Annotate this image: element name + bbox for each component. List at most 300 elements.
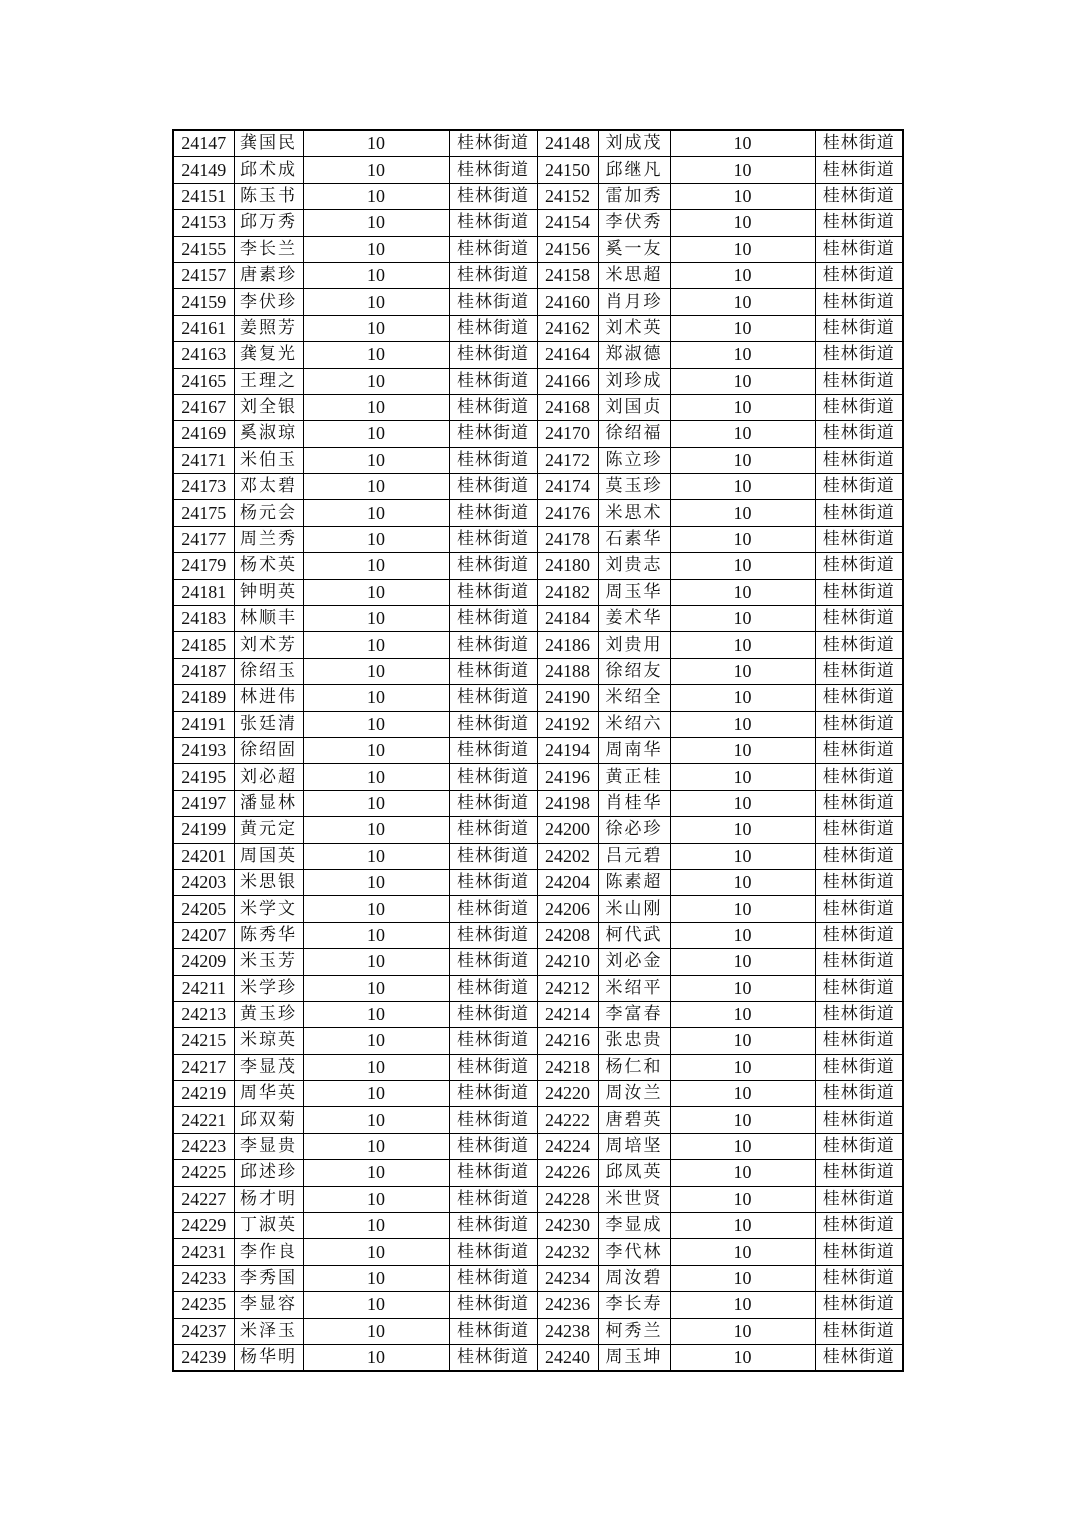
name-cell: 柯代武	[598, 922, 670, 948]
amount-cell: 10	[670, 210, 815, 236]
name-cell: 丁淑英	[234, 1213, 303, 1239]
place-cell: 桂林街道	[449, 711, 537, 737]
place-cell: 桂林街道	[449, 289, 537, 315]
amount-cell: 10	[670, 606, 815, 632]
place-cell: 桂林街道	[449, 606, 537, 632]
place-cell: 桂林街道	[449, 553, 537, 579]
amount-cell: 10	[303, 922, 449, 948]
amount-cell: 10	[303, 1344, 449, 1371]
record-id-cell: 24211	[173, 975, 234, 1001]
record-id-cell: 24190	[537, 685, 598, 711]
name-cell: 周国英	[234, 843, 303, 869]
place-cell: 桂林街道	[815, 949, 903, 975]
table-row	[173, 1001, 903, 1027]
place-cell: 桂林街道	[815, 342, 903, 368]
table-row	[173, 526, 903, 552]
name-cell: 王理之	[234, 368, 303, 394]
name-cell: 李长兰	[234, 236, 303, 262]
name-cell: 米思术	[598, 500, 670, 526]
amount-cell: 10	[670, 421, 815, 447]
table-row	[173, 922, 903, 948]
place-cell: 桂林街道	[449, 1001, 537, 1027]
table-row	[173, 1186, 903, 1212]
place-cell: 桂林街道	[815, 685, 903, 711]
place-cell: 桂林街道	[449, 315, 537, 341]
place-cell: 桂林街道	[449, 949, 537, 975]
record-id-cell: 24183	[173, 606, 234, 632]
name-cell: 黄元定	[234, 817, 303, 843]
name-cell: 米绍全	[598, 685, 670, 711]
amount-cell: 10	[670, 764, 815, 790]
place-cell: 桂林街道	[449, 1160, 537, 1186]
table-row	[173, 764, 903, 790]
name-cell: 李长寿	[598, 1292, 670, 1318]
table-row	[173, 1213, 903, 1239]
place-cell: 桂林街道	[449, 421, 537, 447]
record-id-cell: 24210	[537, 949, 598, 975]
table-body	[173, 130, 903, 1371]
table-row	[173, 711, 903, 737]
place-cell: 桂林街道	[449, 1186, 537, 1212]
amount-cell: 10	[670, 1239, 815, 1265]
place-cell: 桂林街道	[815, 526, 903, 552]
place-cell: 桂林街道	[449, 183, 537, 209]
name-cell: 陈秀华	[234, 922, 303, 948]
amount-cell: 10	[303, 1001, 449, 1027]
record-id-cell: 24224	[537, 1133, 598, 1159]
table-row	[173, 447, 903, 473]
amount-cell: 10	[670, 1160, 815, 1186]
amount-cell: 10	[670, 737, 815, 763]
amount-cell: 10	[670, 1054, 815, 1080]
amount-cell: 10	[303, 342, 449, 368]
record-id-cell: 24172	[537, 447, 598, 473]
name-cell: 李代林	[598, 1239, 670, 1265]
place-cell: 桂林街道	[815, 368, 903, 394]
place-cell: 桂林街道	[449, 1213, 537, 1239]
name-cell: 姜照芳	[234, 315, 303, 341]
name-cell: 米世贤	[598, 1186, 670, 1212]
place-cell: 桂林街道	[449, 1265, 537, 1291]
record-id-cell: 24218	[537, 1054, 598, 1080]
place-cell: 桂林街道	[449, 1081, 537, 1107]
table-row	[173, 1239, 903, 1265]
place-cell: 桂林街道	[815, 1239, 903, 1265]
place-cell: 桂林街道	[815, 394, 903, 420]
amount-cell: 10	[303, 579, 449, 605]
place-cell: 桂林街道	[815, 843, 903, 869]
place-cell: 桂林街道	[815, 1001, 903, 1027]
table-row	[173, 1028, 903, 1054]
name-cell: 周南华	[598, 737, 670, 763]
record-id-cell: 24206	[537, 896, 598, 922]
amount-cell: 10	[670, 183, 815, 209]
amount-cell: 10	[670, 711, 815, 737]
record-id-cell: 24197	[173, 790, 234, 816]
amount-cell: 10	[670, 157, 815, 183]
amount-cell: 10	[670, 130, 815, 157]
record-id-cell: 24162	[537, 315, 598, 341]
name-cell: 米玉芳	[234, 949, 303, 975]
amount-cell: 10	[303, 764, 449, 790]
name-cell: 周玉华	[598, 579, 670, 605]
name-cell: 张廷清	[234, 711, 303, 737]
place-cell: 桂林街道	[449, 843, 537, 869]
name-cell: 奚淑琼	[234, 421, 303, 447]
record-id-cell: 24175	[173, 500, 234, 526]
place-cell: 桂林街道	[815, 289, 903, 315]
record-id-cell: 24208	[537, 922, 598, 948]
amount-cell: 10	[670, 632, 815, 658]
record-id-cell: 24233	[173, 1265, 234, 1291]
place-cell: 桂林街道	[815, 579, 903, 605]
amount-cell: 10	[303, 1160, 449, 1186]
record-id-cell: 24180	[537, 553, 598, 579]
place-cell: 桂林街道	[449, 1028, 537, 1054]
name-cell: 奚一友	[598, 236, 670, 262]
name-cell: 李显茂	[234, 1054, 303, 1080]
amount-cell: 10	[670, 1028, 815, 1054]
record-id-cell: 24203	[173, 869, 234, 895]
name-cell: 邱双菊	[234, 1107, 303, 1133]
amount-cell: 10	[670, 526, 815, 552]
place-cell: 桂林街道	[449, 130, 537, 157]
amount-cell: 10	[303, 1186, 449, 1212]
place-cell: 桂林街道	[815, 737, 903, 763]
name-cell: 林进伟	[234, 685, 303, 711]
record-id-cell: 24153	[173, 210, 234, 236]
name-cell: 刘必超	[234, 764, 303, 790]
name-cell: 徐必珍	[598, 817, 670, 843]
record-id-cell: 24168	[537, 394, 598, 420]
table-row	[173, 1344, 903, 1371]
table-row	[173, 394, 903, 420]
name-cell: 郑淑德	[598, 342, 670, 368]
place-cell: 桂林街道	[815, 262, 903, 288]
record-id-cell: 24195	[173, 764, 234, 790]
amount-cell: 10	[670, 236, 815, 262]
table-row	[173, 1265, 903, 1291]
amount-cell: 10	[670, 447, 815, 473]
name-cell: 张忠贵	[598, 1028, 670, 1054]
table-row	[173, 368, 903, 394]
place-cell: 桂林街道	[449, 764, 537, 790]
place-cell: 桂林街道	[815, 1160, 903, 1186]
record-id-cell: 24238	[537, 1318, 598, 1344]
name-cell: 徐绍固	[234, 737, 303, 763]
record-id-cell: 24179	[173, 553, 234, 579]
table-row	[173, 342, 903, 368]
amount-cell: 10	[670, 1292, 815, 1318]
record-id-cell: 24182	[537, 579, 598, 605]
record-id-cell: 24150	[537, 157, 598, 183]
amount-cell: 10	[670, 975, 815, 1001]
name-cell: 米绍平	[598, 975, 670, 1001]
record-id-cell: 24232	[537, 1239, 598, 1265]
name-cell: 陈素超	[598, 869, 670, 895]
record-id-cell: 24214	[537, 1001, 598, 1027]
place-cell: 桂林街道	[449, 1292, 537, 1318]
record-id-cell: 24213	[173, 1001, 234, 1027]
record-id-cell: 24192	[537, 711, 598, 737]
name-cell: 米伯玉	[234, 447, 303, 473]
record-id-cell: 24216	[537, 1028, 598, 1054]
record-id-cell: 24229	[173, 1213, 234, 1239]
place-cell: 桂林街道	[449, 500, 537, 526]
record-id-cell: 24205	[173, 896, 234, 922]
name-cell: 李显成	[598, 1213, 670, 1239]
record-id-cell: 24204	[537, 869, 598, 895]
amount-cell: 10	[303, 1265, 449, 1291]
amount-cell: 10	[670, 1213, 815, 1239]
table-row	[173, 1292, 903, 1318]
place-cell: 桂林街道	[815, 1318, 903, 1344]
amount-cell: 10	[303, 896, 449, 922]
record-id-cell: 24239	[173, 1344, 234, 1371]
amount-cell: 10	[670, 289, 815, 315]
name-cell: 周华英	[234, 1081, 303, 1107]
name-cell: 刘必金	[598, 949, 670, 975]
amount-cell: 10	[303, 817, 449, 843]
amount-cell: 10	[670, 1344, 815, 1371]
amount-cell: 10	[670, 1265, 815, 1291]
place-cell: 桂林街道	[449, 1054, 537, 1080]
place-cell: 桂林街道	[449, 1133, 537, 1159]
record-id-cell: 24178	[537, 526, 598, 552]
amount-cell: 10	[303, 130, 449, 157]
place-cell: 桂林街道	[449, 262, 537, 288]
name-cell: 刘贵志	[598, 553, 670, 579]
record-id-cell: 24230	[537, 1213, 598, 1239]
place-cell: 桂林街道	[815, 922, 903, 948]
name-cell: 肖桂华	[598, 790, 670, 816]
record-id-cell: 24151	[173, 183, 234, 209]
place-cell: 桂林街道	[449, 474, 537, 500]
place-cell: 桂林街道	[815, 1213, 903, 1239]
place-cell: 桂林街道	[815, 869, 903, 895]
name-cell: 龚复光	[234, 342, 303, 368]
place-cell: 桂林街道	[449, 737, 537, 763]
place-cell: 桂林街道	[449, 236, 537, 262]
place-cell: 桂林街道	[449, 526, 537, 552]
place-cell: 桂林街道	[449, 579, 537, 605]
name-cell: 刘贵用	[598, 632, 670, 658]
name-cell: 米学文	[234, 896, 303, 922]
name-cell: 李显贵	[234, 1133, 303, 1159]
record-id-cell: 24196	[537, 764, 598, 790]
table-row	[173, 236, 903, 262]
amount-cell: 10	[670, 368, 815, 394]
table-row	[173, 790, 903, 816]
table-row	[173, 579, 903, 605]
amount-cell: 10	[303, 949, 449, 975]
place-cell: 桂林街道	[815, 315, 903, 341]
place-cell: 桂林街道	[449, 368, 537, 394]
records-table	[172, 129, 904, 1372]
place-cell: 桂林街道	[815, 817, 903, 843]
record-id-cell: 24220	[537, 1081, 598, 1107]
amount-cell: 10	[670, 922, 815, 948]
amount-cell: 10	[303, 368, 449, 394]
amount-cell: 10	[670, 949, 815, 975]
place-cell: 桂林街道	[815, 896, 903, 922]
table-row	[173, 553, 903, 579]
name-cell: 刘术英	[598, 315, 670, 341]
table-row	[173, 210, 903, 236]
name-cell: 米山刚	[598, 896, 670, 922]
record-id-cell: 24212	[537, 975, 598, 1001]
name-cell: 杨华明	[234, 1344, 303, 1371]
amount-cell: 10	[303, 1318, 449, 1344]
table-row	[173, 896, 903, 922]
place-cell: 桂林街道	[449, 896, 537, 922]
place-cell: 桂林街道	[449, 1318, 537, 1344]
record-id-cell: 24234	[537, 1265, 598, 1291]
table-row	[173, 1160, 903, 1186]
table-row	[173, 500, 903, 526]
amount-cell: 10	[303, 236, 449, 262]
amount-cell: 10	[670, 685, 815, 711]
name-cell: 周培坚	[598, 1133, 670, 1159]
name-cell: 陈立珍	[598, 447, 670, 473]
record-id-cell: 24194	[537, 737, 598, 763]
record-id-cell: 24228	[537, 1186, 598, 1212]
table-row	[173, 1081, 903, 1107]
amount-cell: 10	[303, 474, 449, 500]
place-cell: 桂林街道	[815, 1107, 903, 1133]
record-id-cell: 24189	[173, 685, 234, 711]
place-cell: 桂林街道	[449, 869, 537, 895]
place-cell: 桂林街道	[815, 447, 903, 473]
place-cell: 桂林街道	[449, 394, 537, 420]
place-cell: 桂林街道	[815, 790, 903, 816]
place-cell: 桂林街道	[815, 1081, 903, 1107]
name-cell: 邓太碧	[234, 474, 303, 500]
place-cell: 桂林街道	[815, 764, 903, 790]
amount-cell: 10	[670, 1133, 815, 1159]
place-cell: 桂林街道	[815, 553, 903, 579]
name-cell: 米学珍	[234, 975, 303, 1001]
amount-cell: 10	[303, 210, 449, 236]
record-id-cell: 24193	[173, 737, 234, 763]
amount-cell: 10	[670, 315, 815, 341]
amount-cell: 10	[303, 1107, 449, 1133]
record-id-cell: 24215	[173, 1028, 234, 1054]
name-cell: 龚国民	[234, 130, 303, 157]
record-id-cell: 24174	[537, 474, 598, 500]
name-cell: 石素华	[598, 526, 670, 552]
amount-cell: 10	[303, 632, 449, 658]
place-cell: 桂林街道	[815, 421, 903, 447]
record-id-cell: 24155	[173, 236, 234, 262]
amount-cell: 10	[303, 1028, 449, 1054]
record-id-cell: 24152	[537, 183, 598, 209]
place-cell: 桂林街道	[449, 817, 537, 843]
name-cell: 莫玉珍	[598, 474, 670, 500]
place-cell: 桂林街道	[449, 342, 537, 368]
record-id-cell: 24170	[537, 421, 598, 447]
name-cell: 李秀国	[234, 1265, 303, 1291]
record-id-cell: 24165	[173, 368, 234, 394]
amount-cell: 10	[670, 1001, 815, 1027]
amount-cell: 10	[670, 790, 815, 816]
place-cell: 桂林街道	[449, 1107, 537, 1133]
amount-cell: 10	[303, 526, 449, 552]
amount-cell: 10	[303, 711, 449, 737]
table-row	[173, 130, 903, 157]
name-cell: 徐绍玉	[234, 658, 303, 684]
name-cell: 周汝兰	[598, 1081, 670, 1107]
table-row	[173, 817, 903, 843]
name-cell: 刘国贞	[598, 394, 670, 420]
name-cell: 黄玉珍	[234, 1001, 303, 1027]
record-id-cell: 24200	[537, 817, 598, 843]
record-id-cell: 24209	[173, 949, 234, 975]
table-row	[173, 183, 903, 209]
name-cell: 刘术芳	[234, 632, 303, 658]
name-cell: 杨元会	[234, 500, 303, 526]
record-id-cell: 24201	[173, 843, 234, 869]
amount-cell: 10	[303, 315, 449, 341]
record-id-cell: 24156	[537, 236, 598, 262]
place-cell: 桂林街道	[815, 210, 903, 236]
amount-cell: 10	[303, 869, 449, 895]
name-cell: 李富春	[598, 1001, 670, 1027]
record-id-cell: 24184	[537, 606, 598, 632]
amount-cell: 10	[670, 500, 815, 526]
place-cell: 桂林街道	[815, 1186, 903, 1212]
name-cell: 米思银	[234, 869, 303, 895]
amount-cell: 10	[303, 421, 449, 447]
record-id-cell: 24188	[537, 658, 598, 684]
table-row	[173, 1107, 903, 1133]
amount-cell: 10	[303, 394, 449, 420]
amount-cell: 10	[303, 262, 449, 288]
table-row	[173, 1133, 903, 1159]
amount-cell: 10	[303, 1292, 449, 1318]
amount-cell: 10	[670, 1186, 815, 1212]
record-id-cell: 24163	[173, 342, 234, 368]
record-id-cell: 24217	[173, 1054, 234, 1080]
record-id-cell: 24202	[537, 843, 598, 869]
name-cell: 林顺丰	[234, 606, 303, 632]
record-id-cell: 24149	[173, 157, 234, 183]
amount-cell: 10	[303, 1081, 449, 1107]
record-id-cell: 24177	[173, 526, 234, 552]
place-cell: 桂林街道	[815, 606, 903, 632]
place-cell: 桂林街道	[449, 658, 537, 684]
place-cell: 桂林街道	[449, 157, 537, 183]
amount-cell: 10	[303, 500, 449, 526]
name-cell: 米琼英	[234, 1028, 303, 1054]
name-cell: 柯秀兰	[598, 1318, 670, 1344]
record-id-cell: 24237	[173, 1318, 234, 1344]
name-cell: 李显容	[234, 1292, 303, 1318]
table-row	[173, 606, 903, 632]
name-cell: 邱凤英	[598, 1160, 670, 1186]
place-cell: 桂林街道	[815, 1133, 903, 1159]
place-cell: 桂林街道	[449, 790, 537, 816]
amount-cell: 10	[670, 1081, 815, 1107]
amount-cell: 10	[303, 737, 449, 763]
name-cell: 米泽玉	[234, 1318, 303, 1344]
record-id-cell: 24221	[173, 1107, 234, 1133]
name-cell: 唐素珍	[234, 262, 303, 288]
record-id-cell: 24161	[173, 315, 234, 341]
amount-cell: 10	[303, 790, 449, 816]
place-cell: 桂林街道	[449, 922, 537, 948]
place-cell: 桂林街道	[815, 183, 903, 209]
